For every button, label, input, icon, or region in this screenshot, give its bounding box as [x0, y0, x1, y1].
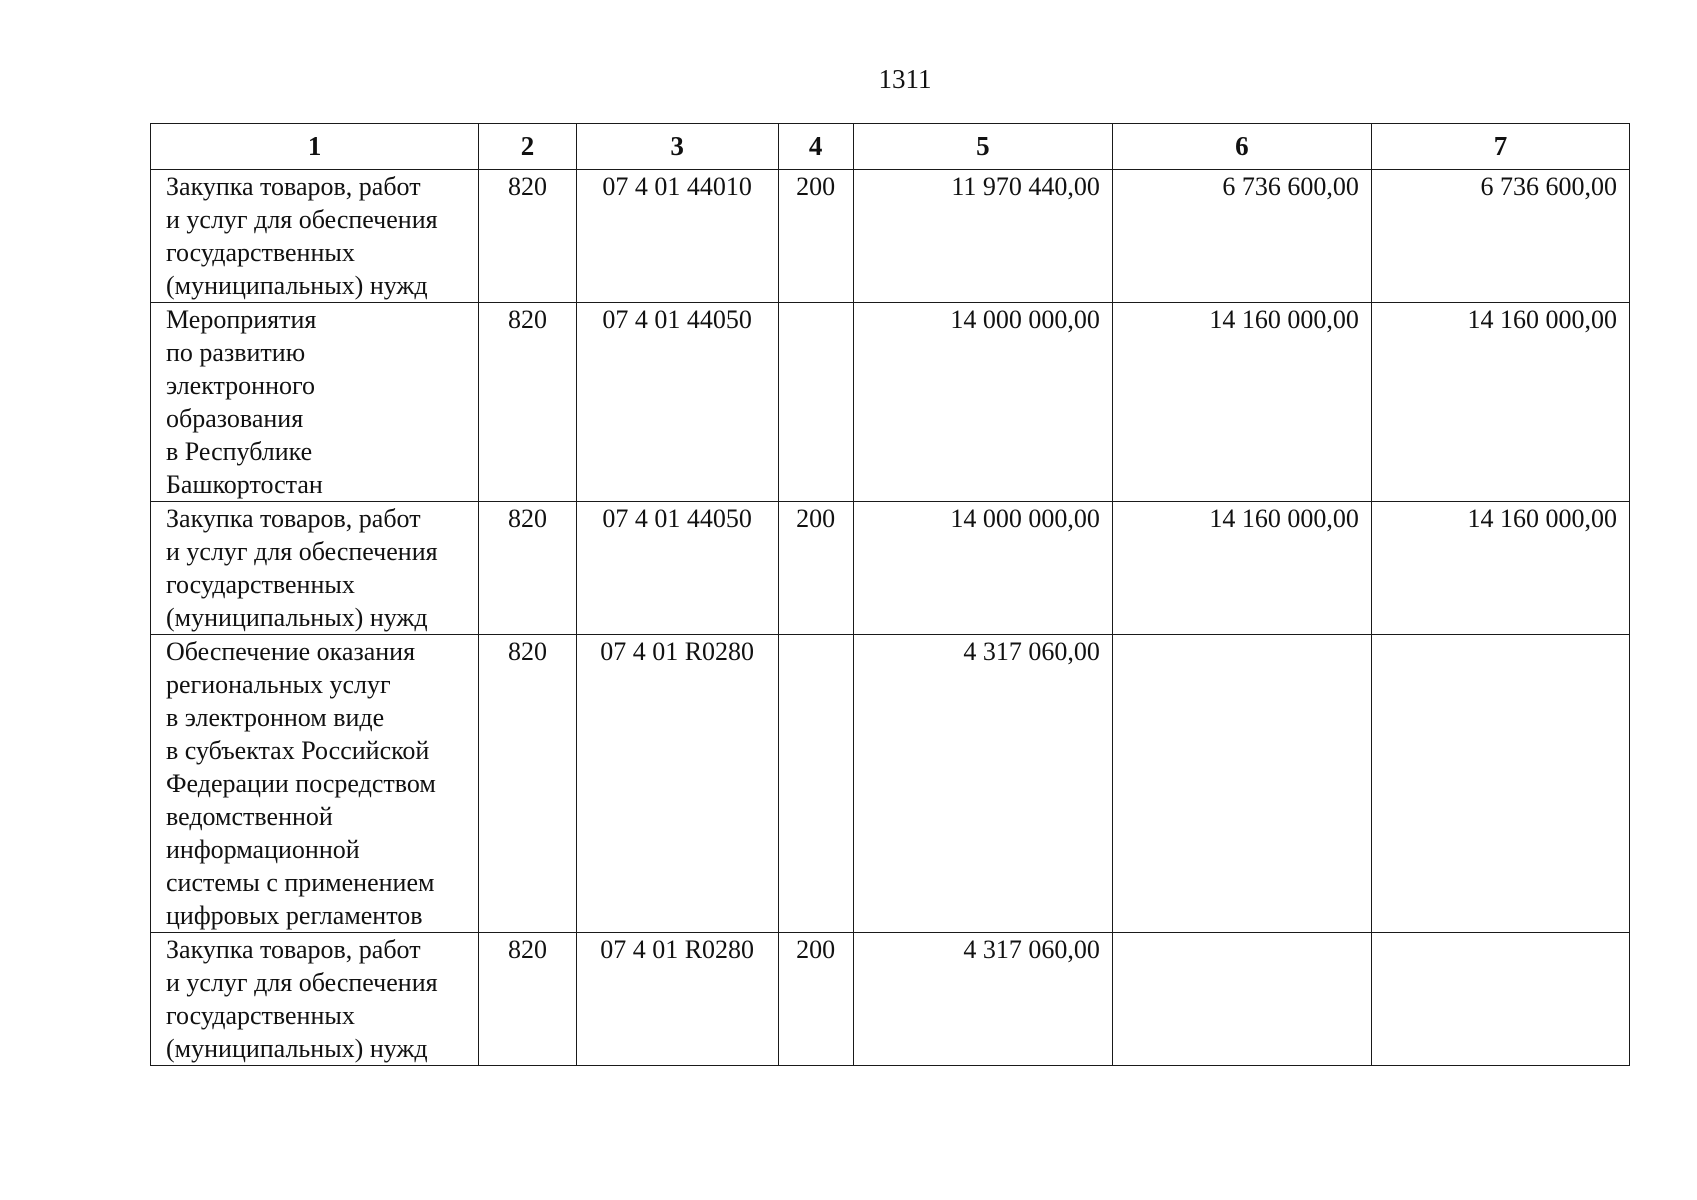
amount-col5-cell: 14 000 000,00 — [853, 303, 1112, 502]
row-name-cell — [151, 170, 479, 303]
budget-table — [150, 123, 1630, 1066]
target-article-cell: 07 4 01 44050 — [576, 502, 778, 635]
table-row — [151, 303, 1630, 502]
row-name: Мероприятия по развитию электронного образования в Республике Башкортостан — [166, 305, 323, 499]
expense-type-cell: 200 — [778, 502, 853, 635]
row-name-cell — [151, 502, 479, 635]
amount-col7-cell: 6 736 600,00 — [1371, 170, 1629, 303]
amount-col6-cell — [1112, 933, 1371, 1066]
page-number: 1311 — [878, 64, 932, 94]
table-row — [151, 170, 1630, 303]
ministry-code-cell: 820 — [479, 502, 576, 635]
target-article-cell: 07 4 01 44010 — [576, 170, 778, 303]
table-header-row — [151, 124, 1630, 170]
amount-col6-cell: 14 160 000,00 — [1112, 502, 1371, 635]
table-row — [151, 933, 1630, 1066]
row-name: Закупка товаров, работ и услуг для обеспечения государственных (муниципальных) нужд — [166, 504, 438, 632]
column-header-6: 6 — [1112, 124, 1371, 170]
table-row — [151, 635, 1630, 933]
amount-col6-cell: 6 736 600,00 — [1112, 170, 1371, 303]
expense-type-cell: 200 — [778, 933, 853, 1066]
amount-col5-cell: 11 970 440,00 — [853, 170, 1112, 303]
amount-col5-cell: 4 317 060,00 — [853, 933, 1112, 1066]
amount-col6-cell — [1112, 635, 1371, 933]
column-header-1: 1 — [151, 124, 479, 170]
amount-col7-cell — [1371, 635, 1629, 933]
amount-col7-cell — [1371, 933, 1629, 1066]
target-article-cell: 07 4 01 44050 — [576, 303, 778, 502]
row-name: Обеспечение оказания региональных услуг в электронном виде в субъектах Российской Федерации посредством ведомственной информационной системы с применением цифровых регламентов — [166, 637, 436, 930]
expense-type-cell: 200 — [778, 170, 853, 303]
column-header-2: 2 — [479, 124, 576, 170]
row-name: Закупка товаров, работ и услуг для обеспечения государственных (муниципальных) нужд — [166, 935, 438, 1063]
expense-type-cell — [778, 303, 853, 502]
amount-col5-cell: 14 000 000,00 — [853, 502, 1112, 635]
ministry-code-cell: 820 — [479, 635, 576, 933]
row-name-cell — [151, 635, 479, 933]
ministry-code-cell: 820 — [479, 170, 576, 303]
amount-col6-cell: 14 160 000,00 — [1112, 303, 1371, 502]
target-article-cell: 07 4 01 R0280 — [576, 635, 778, 933]
ministry-code-cell: 820 — [479, 303, 576, 502]
amount-col7-cell: 14 160 000,00 — [1371, 502, 1629, 635]
column-header-7: 7 — [1371, 124, 1629, 170]
table-row — [151, 502, 1630, 635]
amount-col5-cell: 4 317 060,00 — [853, 635, 1112, 933]
target-article-cell: 07 4 01 R0280 — [576, 933, 778, 1066]
row-name-cell — [151, 303, 479, 502]
column-header-4: 4 — [778, 124, 853, 170]
column-header-3: 3 — [576, 124, 778, 170]
row-name-cell — [151, 933, 479, 1066]
column-header-5: 5 — [853, 124, 1112, 170]
amount-col7-cell: 14 160 000,00 — [1371, 303, 1629, 502]
row-name: Закупка товаров, работ и услуг для обеспечения государственных (муниципальных) нужд — [166, 172, 438, 300]
ministry-code-cell: 820 — [479, 933, 576, 1066]
expense-type-cell — [778, 635, 853, 933]
